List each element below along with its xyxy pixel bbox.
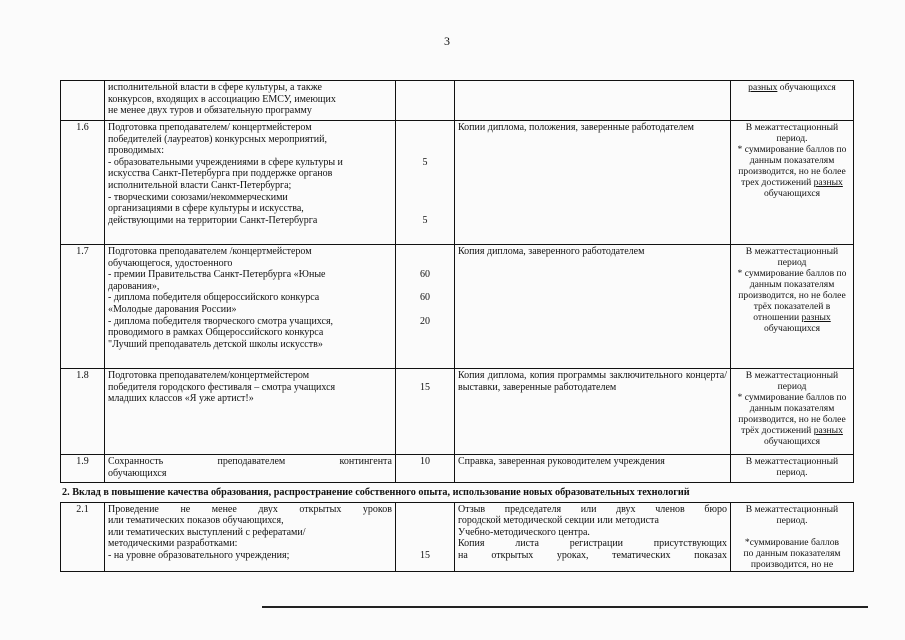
note-cell: В межаттестационный период * суммирование баллов по данным показателям производится, но не более трёх показателей в отношении разных обучающихся: [731, 245, 854, 369]
page-number: 3: [444, 34, 450, 48]
row-number: 1.8: [61, 369, 105, 455]
document-cell: Копия диплома, копия программы заключительного концерта/ выставки, заверенные работодателем: [455, 369, 731, 455]
score-cell: 5 5: [396, 121, 455, 245]
document-cell: Справка, заверенная руководителем учреждения: [455, 455, 731, 483]
criteria-table: [60, 80, 854, 483]
document-cell: Отзыв председателя или двух членов бюро городской методической секции или методиста Учебно-методического центра. Копия листа регистрации присутствующих на открытых уроках, тематических показах: [455, 502, 731, 572]
row-number: 2.1: [61, 502, 105, 572]
criterion-description: Подготовка преподавателем/концертмейстером победителя городского фестиваля – смотра учащихся младших классов «Я уже артист!»: [105, 369, 396, 455]
section-2-title: 2. Вклад в повышение качества образования, распространение собственного опыта, использование новых образовательных технологий: [62, 487, 690, 498]
note-cell: В межаттестационный период. *суммирование баллов по данным показателям производится, но не: [731, 502, 854, 572]
criteria-table-section-2: [60, 502, 854, 573]
criterion-description: Подготовка преподавателем /концертмейстером обучающегося, удостоенного - премии Правительства Санкт-Петербурга «Юные дарования», - диплома победителя общероссийского конкурса «Молодые дарования России» - диплома победителя творческого смотра учащихся, проводимого в рамках Общероссийского конкурса "Лучший преподаватель детской школы искусств»: [105, 245, 396, 369]
criterion-description: исполнительной власти в сфере культуры, а также конкурсов, входящих в ассоциацию ЕМСУ, имеющих не менее двух туров и обязательную программу: [105, 81, 396, 121]
table-row-2-1: [61, 502, 854, 572]
note-cell: В межаттестационный период. * суммирование баллов по данным показателям производится, но не более трех достижений разных обучающихся: [731, 121, 854, 245]
table-row-1-9: [61, 455, 854, 483]
row-number: 1.7: [61, 245, 105, 369]
document-cell: Копия диплома, заверенного работодателем: [455, 245, 731, 369]
row-number: 1.6: [61, 121, 105, 245]
score-cell: 60 60 20: [396, 245, 455, 369]
criterion-description: Сохранность преподавателем контингента обучающихся: [105, 455, 396, 483]
table-row-1-7: [61, 245, 854, 369]
note-cell: разных обучающихся: [731, 81, 854, 121]
table-row-continuation: [61, 81, 854, 121]
criterion-description: Проведение не менее двух открытых уроков или тематических показов обучающихся, или тематических выступлений с рефератами/ методическими разработками: - на уровне образовательного учреждения;: [105, 502, 396, 572]
table-row-1-6: [61, 121, 854, 245]
criterion-description: Подготовка преподавателем/ концертмейстером победителей (лауреатов) конкурсных мероприятий, проводимых: - образовательными учреждениями в сфере культуры и искусства Санкт-Петербурга при поддержке органов исполнительной власти Санкт-Петербурга; - творческими союзами/некоммерческими организациями в сфере культуры и искусства, действующими на территории Санкт-Петербурга: [105, 121, 396, 245]
row-number: 1.9: [61, 455, 105, 483]
score-cell: 15: [396, 369, 455, 455]
note-cell: В межаттестационный период * суммирование баллов по данным показателям производится, но не более трёх достижений разных обучающихся: [731, 369, 854, 455]
score-cell: [396, 81, 455, 121]
score-cell: 10: [396, 455, 455, 483]
table-row-1-8: [61, 369, 854, 455]
score-cell: 15: [396, 502, 455, 572]
note-cell: В межаттестационный период.: [731, 455, 854, 483]
document-cell: Копии диплома, положения, заверенные работодателем: [455, 121, 731, 245]
bottom-rule: [262, 606, 868, 608]
criteria-sheet: [60, 80, 853, 572]
document-cell: [455, 81, 731, 121]
row-number: [61, 81, 105, 121]
